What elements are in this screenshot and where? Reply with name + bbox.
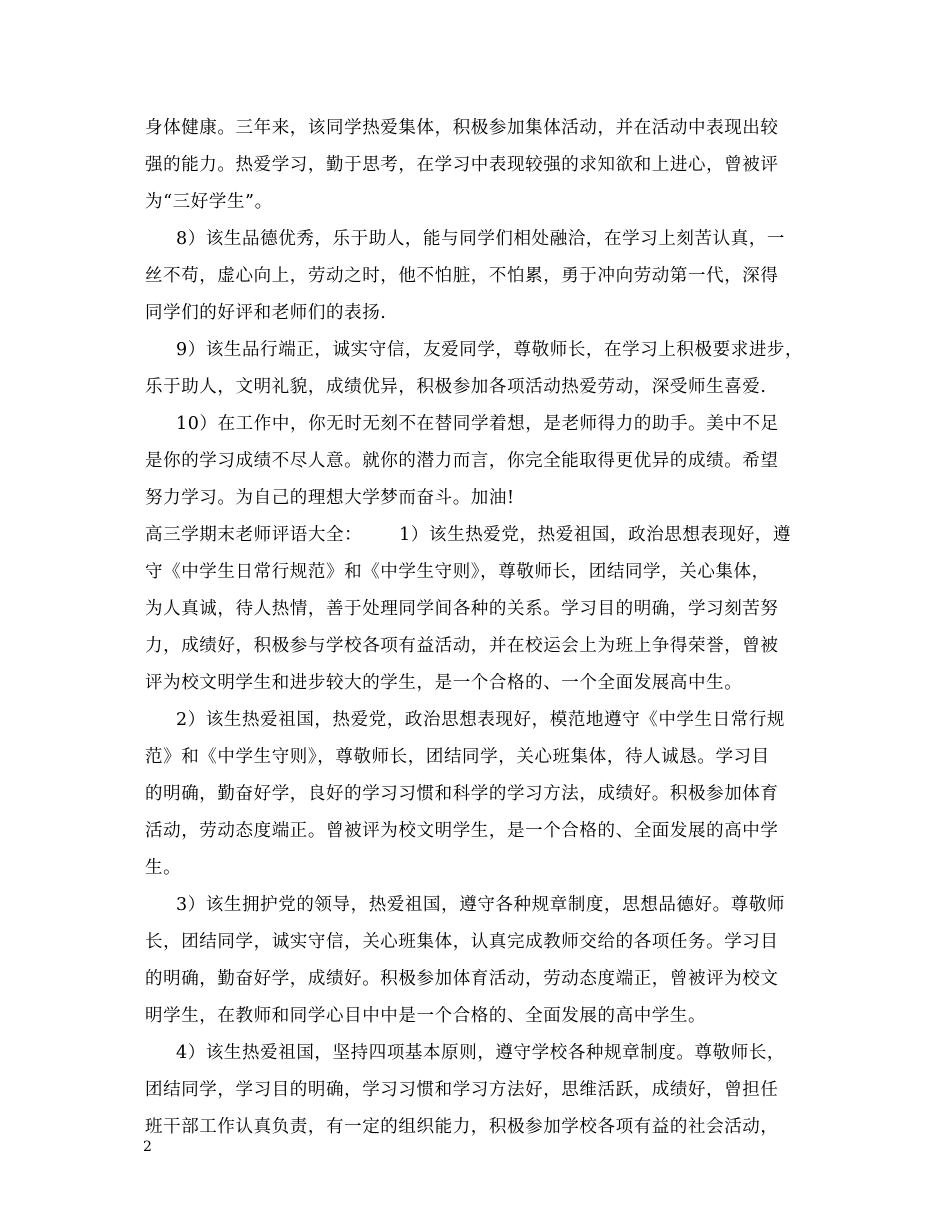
text-line: 是你的学习成绩不尽人意。就你的潜力而言，你完全能取得更优异的成绩。希望 xyxy=(145,451,779,471)
text-line: 乐于助人，文明礼貌，成绩优异，积极参加各项活动热爱劳动，深受师生喜爱. xyxy=(145,377,767,397)
text-line: 同学们的好评和老师们的表扬. xyxy=(145,303,387,323)
text-line: 的明确，勤奋好学，良好的学习习惯和科学的学习方法，成绩好。积极参加体育 xyxy=(145,784,779,804)
text-line: 评为校文明学生和进步较大的学生，是一个合格的、一个全面发展高中生。 xyxy=(145,673,743,693)
text-line: 努力学习。为自己的理想大学梦而奋斗。加油! xyxy=(145,488,515,508)
text-line: 10）在工作中，你无时无刻不在替同学着想，是老师得力的助手。美中不足 xyxy=(176,414,779,434)
text-line: 班干部工作认真负责，有一定的组织能力，积极参加学校各项有益的社会活动， xyxy=(145,1117,779,1137)
text-line: 团结同学，学习目的明确，学习习惯和学习方法好，思维活跃，成绩好，曾担任 xyxy=(145,1080,779,1100)
text-line: 守《中学生日常行规范》和《中学生守则》，尊敬师长，团结同学，关心集体， xyxy=(145,562,770,582)
text-line: 力，成绩好，积极参与学校各项有益活动，并在校运会上为班上争得荣誉，曾被 xyxy=(145,636,779,656)
text-line: 身体健康。三年来，该同学热爱集体，积极参加集体活动，并在活动中表现出较 xyxy=(145,118,779,138)
text-line: 强的能力。热爱学习，勤于思考，在学习中表现较强的求知欲和上进心，曾被评 xyxy=(145,155,779,175)
page-number: 2 xyxy=(143,1139,152,1155)
text-line: 丝不苟，虚心向上，劳动之时，他不怕脏，不怕累，勇于冲向劳动第一代，深得 xyxy=(145,266,779,286)
text-line: 为“三好学生”。 xyxy=(145,192,273,212)
text-line: 3）该生拥护党的领导，热爱祖国，遵守各种规章制度，思想品德好。尊敬师 xyxy=(176,895,786,915)
text-line: 9）该生品行端正，诚实守信，友爱同学，尊敬师长，在学习上积极要求进步， xyxy=(176,340,804,360)
text-line: 活动，劳动态度端正。曾被评为校文明学生，是一个合格的、全面发展的高中学 xyxy=(145,821,779,841)
text-line: 的明确，勤奋好学，成绩好。积极参加体育活动，劳动态度端正，曾被评为校文 xyxy=(145,969,779,989)
text-line: 生。 xyxy=(145,858,182,878)
text-line: 范》和《中学生守则》，尊敬师长，团结同学，关心班集体，待人诚恳。学习目 xyxy=(145,747,770,767)
text-line: 长，团结同学，诚实守信，关心班集体，认真完成教师交给的各项任务。学习目 xyxy=(145,932,779,952)
text-line: 2）该生热爱祖国，热爱党，政治思想表现好，模范地遵守《中学生日常行规 xyxy=(176,710,786,730)
text-line: 为人真诚，待人热情，善于处理同学间各种的关系。学习目的明确，学习刻苦努 xyxy=(145,599,779,619)
text-line: 明学生，在教师和同学心目中中是一个合格的、全面发展的高中学生。 xyxy=(145,1006,707,1026)
text-line: 4）该生热爱祖国，坚持四项基本原则，遵守学校各种规章制度。尊敬师长， xyxy=(176,1043,786,1063)
text-line: 高三学期末老师评语大全： 1）该生热爱党，热爱祖国，政治思想表现好，遵 xyxy=(145,525,792,545)
text-line: 8）该生品德优秀，乐于助人，能与同学们相处融洽，在学习上刻苦认真，一 xyxy=(176,229,786,249)
